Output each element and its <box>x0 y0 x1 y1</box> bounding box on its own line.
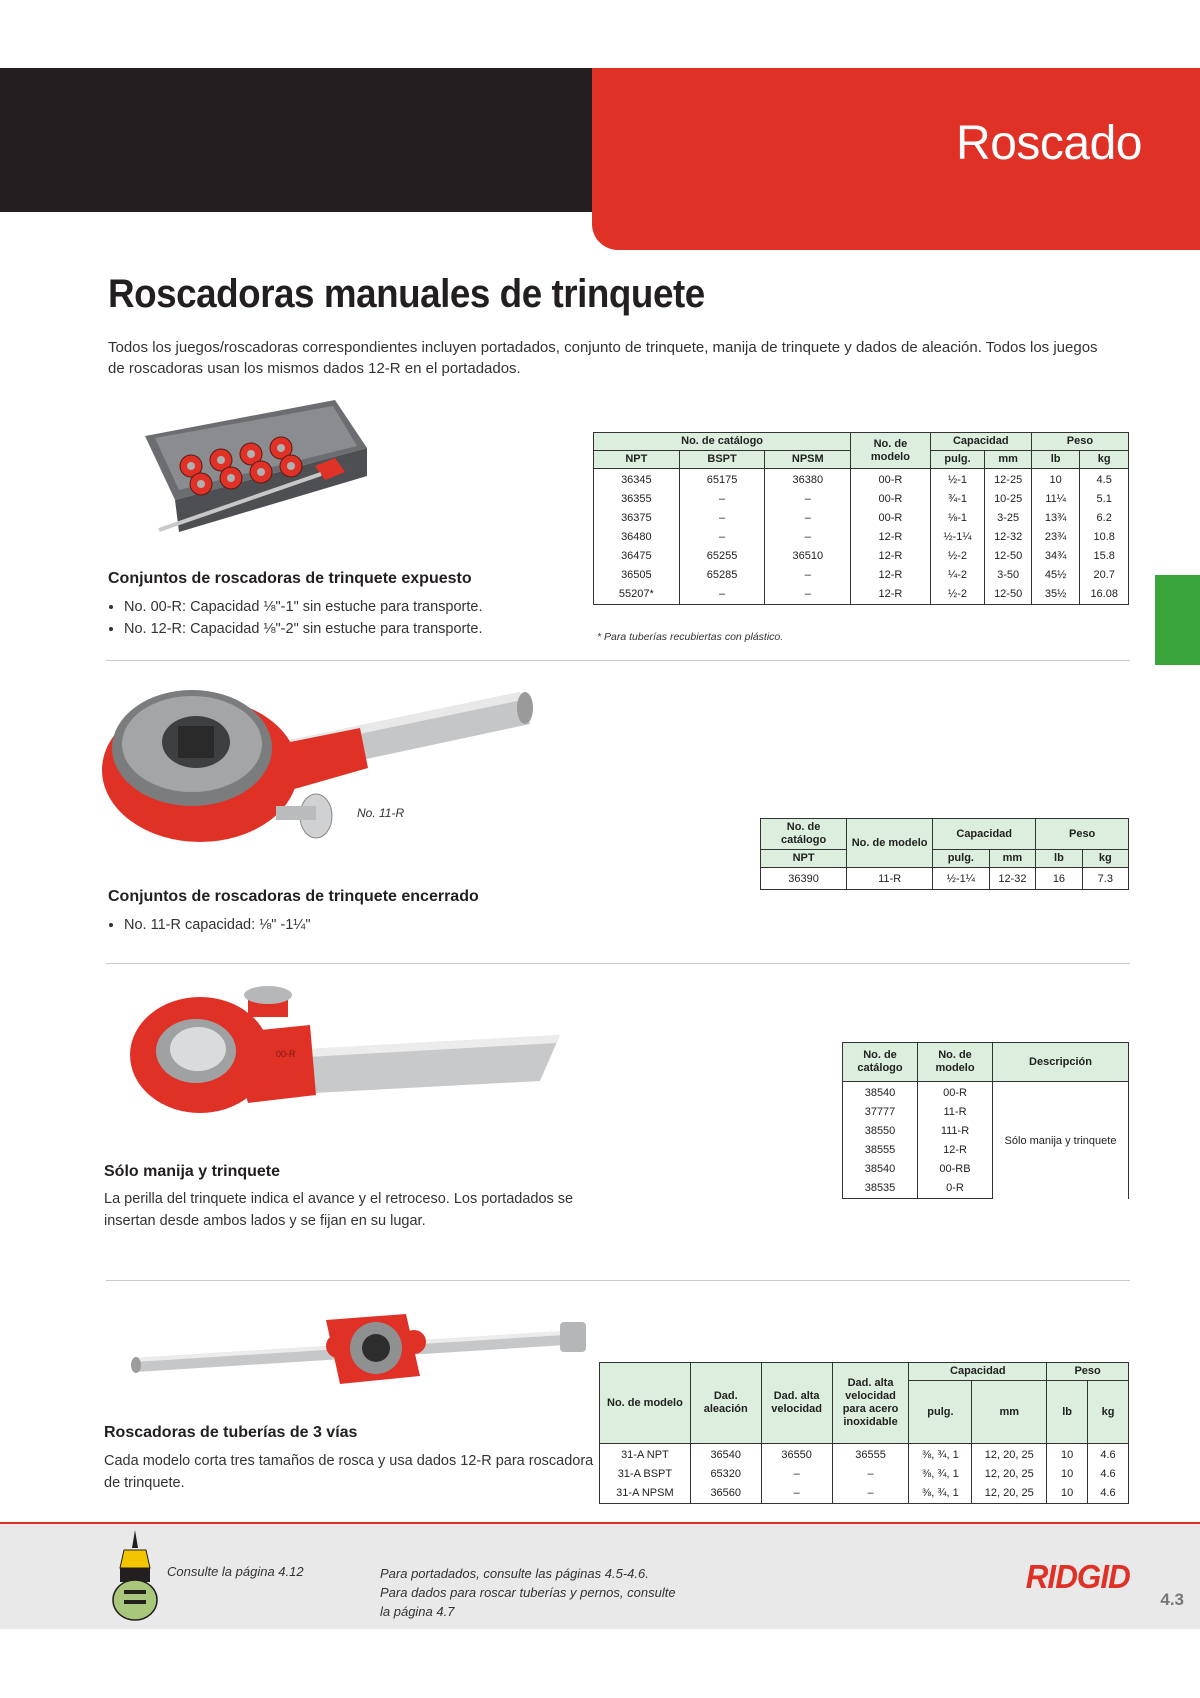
table-cell: 38540 <box>843 1082 918 1104</box>
table-cell: 12-R <box>851 585 931 605</box>
table-row <box>600 1444 1129 1466</box>
header-black-band <box>0 68 595 212</box>
table-header: pulg. <box>909 1381 972 1444</box>
table-header: No. de catálogo <box>594 433 851 451</box>
table-header: lb <box>1036 850 1082 868</box>
section-title-roscado: Roscado <box>956 117 1142 170</box>
table-row <box>594 509 1129 528</box>
image-caption: No. 11-R <box>357 806 405 820</box>
table-header: Dad. alta velocidad <box>761 1363 832 1444</box>
table-cell: 65255 <box>679 547 765 566</box>
table-row <box>761 868 1129 890</box>
table-cell: 65175 <box>679 469 765 491</box>
table-header: kg <box>1080 451 1129 469</box>
table-cell: 00-RB <box>918 1160 993 1179</box>
table-cell: 15.8 <box>1080 547 1129 566</box>
table-header: Capacidad <box>909 1363 1047 1381</box>
table-cell: – <box>679 585 765 605</box>
table-header: No. de modelo <box>851 433 931 469</box>
table-header: Dad. aleación <box>690 1363 761 1444</box>
table-header: No. de modelo <box>600 1363 691 1444</box>
list-item: • No. 00-R: Capacidad ⅛"-1" sin estuche para transporte. <box>124 596 584 618</box>
list-item: • No. 12-R: Capacidad ⅛"-2" sin estuche para transporte. <box>124 618 584 640</box>
table-cell: 45½ <box>1031 566 1080 585</box>
table-header: kg <box>1082 850 1128 868</box>
table-cell: – <box>761 1465 832 1484</box>
table-cell: 36510 <box>765 547 851 566</box>
table-header: Peso <box>1047 1363 1129 1381</box>
section1-spec-table <box>593 432 1129 605</box>
footer-reference-line: la página 4.7 <box>380 1604 455 1619</box>
table-cell: 37777 <box>843 1103 918 1122</box>
table-header: Dad. alta velocidad para acero inoxidable <box>832 1363 909 1444</box>
table-cell: 36390 <box>761 868 847 890</box>
table-cell: 36560 <box>690 1484 761 1504</box>
table-header: mm <box>985 451 1031 469</box>
table-cell: 7.3 <box>1082 868 1128 890</box>
handle-stamp-label: 00-R <box>276 1049 296 1059</box>
table-cell: ⅜, ¾, 1 <box>909 1465 972 1484</box>
table-cell: 23¾ <box>1031 528 1080 547</box>
table-cell: 00-R <box>851 509 931 528</box>
table-cell: – <box>765 528 851 547</box>
table-cell: 34¾ <box>1031 547 1080 566</box>
table-cell: – <box>765 490 851 509</box>
table-cell: 12, 20, 25 <box>972 1444 1047 1466</box>
table-cell: ½-2 <box>930 547 985 566</box>
table-cell: 31-A BSPT <box>600 1465 691 1484</box>
table-cell: 00-R <box>851 469 931 491</box>
table-cell: 10-25 <box>985 490 1031 509</box>
table-cell: – <box>761 1484 832 1504</box>
table-cell: 12-50 <box>985 547 1031 566</box>
table-cell: 36380 <box>765 469 851 491</box>
table-cell: ¼-2 <box>930 566 985 585</box>
table-cell: 11-R <box>847 868 933 890</box>
table-cell: 4.6 <box>1088 1444 1129 1466</box>
table-cell: 55207* <box>594 585 680 605</box>
table-cell: – <box>765 509 851 528</box>
table-cell: – <box>765 585 851 605</box>
table-cell: 36355 <box>594 490 680 509</box>
section-divider <box>106 1280 1130 1281</box>
table-cell: 16.08 <box>1080 585 1129 605</box>
table-cell: 36475 <box>594 547 680 566</box>
page-title: Roscadoras manuales de trinquete <box>108 272 705 316</box>
table-cell: 10.8 <box>1080 528 1129 547</box>
table-cell: 20.7 <box>1080 566 1129 585</box>
table-cell: 35½ <box>1031 585 1080 605</box>
table-cell: 10 <box>1031 469 1080 491</box>
table-cell: 10 <box>1047 1465 1088 1484</box>
table-footnote: * Para tuberías recubiertas con plástico. <box>597 631 784 643</box>
table-header: lb <box>1031 451 1080 469</box>
table-cell: ½-1 <box>930 469 985 491</box>
table-header: Capacidad <box>930 433 1031 451</box>
table-cell: 31-A NPT <box>600 1444 691 1466</box>
table-cell: 3-50 <box>985 566 1031 585</box>
table-row <box>594 547 1129 566</box>
table-cell: 36375 <box>594 509 680 528</box>
section2-spec-table <box>760 818 1129 890</box>
table-cell: 00-R <box>918 1082 993 1104</box>
section1-title: Conjuntos de roscadoras de trinquete expuesto <box>108 570 472 587</box>
ratchet-handle-image <box>120 985 570 1135</box>
table-cell: – <box>679 490 765 509</box>
ridgid-logo: RIDGID <box>1025 1558 1130 1595</box>
page-number: 4.3 <box>1160 1590 1184 1609</box>
table-cell: 3-25 <box>985 509 1031 528</box>
table-cell: 12, 20, 25 <box>972 1465 1047 1484</box>
table-row <box>600 1465 1129 1484</box>
section-divider <box>106 660 1130 661</box>
table-cell-description: Sólo manija y trinquete <box>993 1082 1129 1199</box>
section4-spec-table <box>599 1362 1129 1504</box>
table-cell: – <box>765 566 851 585</box>
oiler-icon <box>110 1528 160 1623</box>
table-header: No. de modelo <box>918 1043 993 1082</box>
section3-spec-table <box>842 1042 1129 1199</box>
table-row <box>600 1484 1129 1504</box>
three-way-threader-image <box>130 1300 590 1400</box>
table-row <box>594 566 1129 585</box>
table-header: Peso <box>1036 819 1129 850</box>
table-header: pulg. <box>930 451 985 469</box>
table-cell: 65320 <box>690 1465 761 1484</box>
table-header: BSPT <box>679 451 765 469</box>
table-header: mm <box>989 850 1036 868</box>
table-cell: ½-1¼ <box>930 528 985 547</box>
table-cell: – <box>679 509 765 528</box>
table-cell: 31-A NPSM <box>600 1484 691 1504</box>
table-header: NPT <box>761 850 847 868</box>
table-cell: 4.6 <box>1088 1484 1129 1504</box>
table-cell: 00-R <box>851 490 931 509</box>
table-cell: 13¾ <box>1031 509 1080 528</box>
table-cell: 36540 <box>690 1444 761 1466</box>
table-cell: ⅜, ¾, 1 <box>909 1484 972 1504</box>
section4-title: Roscadoras de tuberías de 3 vías <box>104 1424 358 1441</box>
table-cell: 12, 20, 25 <box>972 1484 1047 1504</box>
table-cell: 12-32 <box>989 868 1036 890</box>
table-cell: 38550 <box>843 1122 918 1141</box>
enclosed-ratchet-threader-image <box>100 670 540 860</box>
table-cell: – <box>832 1484 909 1504</box>
table-cell: 12-R <box>851 528 931 547</box>
table-header: No. de catálogo <box>843 1043 918 1082</box>
table-cell: 36505 <box>594 566 680 585</box>
table-header: Capacidad <box>933 819 1036 850</box>
table-cell: 12-R <box>851 566 931 585</box>
section3-title: Sólo manija y trinquete <box>104 1163 281 1180</box>
table-cell: 36550 <box>761 1444 832 1466</box>
footer-reference-1: Consulte la página 4.12 <box>167 1564 304 1579</box>
table-cell: ½-2 <box>930 585 985 605</box>
footer-reference-2 <box>380 1564 700 1621</box>
table-cell: 12-50 <box>985 585 1031 605</box>
table-header: Peso <box>1031 433 1128 451</box>
list-item: • No. 11-R capacidad: ⅛" -1¼" <box>124 914 584 936</box>
table-cell: 0-R <box>918 1179 993 1199</box>
table-header: No. de modelo <box>847 819 933 868</box>
table-cell: 11-R <box>918 1103 993 1122</box>
table-cell: 11¼ <box>1031 490 1080 509</box>
section2-bullets <box>108 914 584 936</box>
table-header: pulg. <box>933 850 989 868</box>
section4-paragraph: Cada modelo corta tres tamaños de rosca y usa dados 12-R para roscadora de trinquete. <box>104 1453 594 1491</box>
table-cell: 38535 <box>843 1179 918 1199</box>
table-cell: 12-R <box>918 1141 993 1160</box>
section-divider <box>106 963 1130 964</box>
table-header: NPSM <box>765 451 851 469</box>
table-header: NPT <box>594 451 680 469</box>
table-row <box>594 490 1129 509</box>
threader-set-case-image <box>135 388 375 548</box>
table-cell: – <box>832 1465 909 1484</box>
table-cell: ½-1¼ <box>933 868 989 890</box>
table-header: lb <box>1047 1381 1088 1444</box>
table-cell: 10 <box>1047 1444 1088 1466</box>
table-row <box>594 469 1129 491</box>
table-cell: 10 <box>1047 1484 1088 1504</box>
table-cell: 36345 <box>594 469 680 491</box>
table-cell: 38555 <box>843 1141 918 1160</box>
table-cell: 4.5 <box>1080 469 1129 491</box>
table-cell: 12-25 <box>985 469 1031 491</box>
intro-paragraph: Todos los juegos/roscadoras correspondientes incluyen portadados, conjunto de trinquete, manija de trinquete y dados de aleación. Todos los juegos de roscadoras usan los mismos dados 12-R en el portadados. <box>108 339 1098 377</box>
table-cell: ⅜, ¾, 1 <box>909 1444 972 1466</box>
table-cell: ⅛-1 <box>930 509 985 528</box>
table-row <box>594 528 1129 547</box>
table-row <box>594 585 1129 605</box>
table-cell: 16 <box>1036 868 1082 890</box>
table-cell: 12-32 <box>985 528 1031 547</box>
table-header: No. de catálogo <box>761 819 847 850</box>
table-cell: – <box>679 528 765 547</box>
table-row <box>843 1082 1129 1104</box>
table-cell: 4.6 <box>1088 1465 1129 1484</box>
table-cell: 36555 <box>832 1444 909 1466</box>
table-cell: 111-R <box>918 1122 993 1141</box>
section2-title: Conjuntos de roscadoras de trinquete encerrado <box>108 888 479 905</box>
table-cell: 38540 <box>843 1160 918 1179</box>
table-cell: ¾-1 <box>930 490 985 509</box>
footer-reference-line: Para portadados, consulte las páginas 4.5-4.6. <box>380 1566 649 1581</box>
table-cell: 65285 <box>679 566 765 585</box>
table-header: mm <box>972 1381 1047 1444</box>
table-cell: 12-R <box>851 547 931 566</box>
footer-reference-line: Para dados para roscar tuberías y pernos, consulte <box>380 1585 676 1600</box>
header-red-band-tab <box>592 210 1200 250</box>
table-cell: 5.1 <box>1080 490 1129 509</box>
table-header: kg <box>1088 1381 1129 1444</box>
table-header: Descripción <box>993 1043 1129 1082</box>
table-cell: 6.2 <box>1080 509 1129 528</box>
table-cell: 36480 <box>594 528 680 547</box>
section3-paragraph: La perilla del trinquete indica el avance y el retroceso. Los portadados se insertan desde ambos lados y se fijan en su lugar. <box>104 1191 574 1229</box>
section1-bullets <box>108 596 584 640</box>
green-index-tab <box>1155 575 1200 665</box>
